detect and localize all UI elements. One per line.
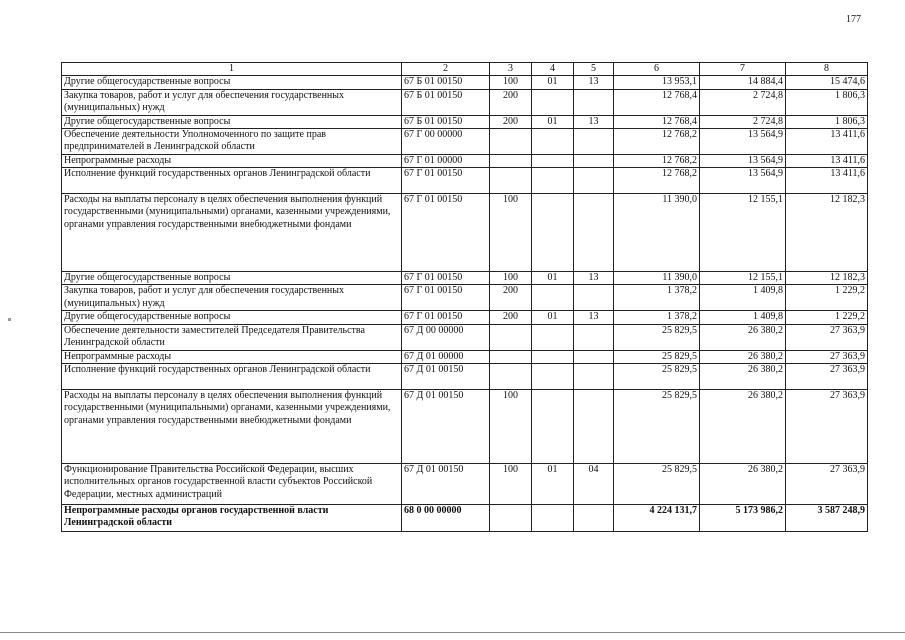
table-cell-c5 <box>574 194 614 272</box>
table-cell-c6: 13 953,1 <box>614 76 700 89</box>
budget-table <box>61 62 868 532</box>
table-cell-c3: 200 <box>490 285 532 311</box>
table-cell-c7: 2 724,8 <box>700 89 786 115</box>
table-cell-c8: 3 587 248,9 <box>786 505 868 532</box>
table-cell-c2: 67 Д 01 00150 <box>402 390 490 464</box>
table-cell-c7: 5 173 986,2 <box>700 505 786 532</box>
table-cell-c5: 13 <box>574 76 614 89</box>
table-cell-c6: 25 829,5 <box>614 324 700 350</box>
table-cell-c1: Исполнение функций государственных органов Ленинградской области <box>62 364 402 390</box>
table-header-row <box>62 63 868 76</box>
table-cell-c1: Исполнение функций государственных органов Ленинградской области <box>62 168 402 194</box>
table-row <box>62 505 868 532</box>
table-cell-c6: 25 829,5 <box>614 364 700 390</box>
table-cell-c3 <box>490 128 532 154</box>
table-cell-c4 <box>532 364 574 390</box>
table-cell-c1: Функционирование Правительства Российской Федерации, высших исполнительных органов государственной власти субъектов Российской Федерации, местных администраций <box>62 464 402 505</box>
table-cell-c3 <box>490 364 532 390</box>
table-cell-c2: 67 Г 01 00150 <box>402 272 490 285</box>
table-row <box>62 115 868 128</box>
table-row <box>62 89 868 115</box>
table-row <box>62 464 868 505</box>
table-cell-c5 <box>574 168 614 194</box>
table-cell-c2: 67 Д 01 00000 <box>402 350 490 363</box>
table-cell-c3: 200 <box>490 115 532 128</box>
table-cell-c4 <box>532 154 574 167</box>
header-cell: 1 <box>62 63 402 76</box>
header-cell: 8 <box>786 63 868 76</box>
table-cell-c3: 200 <box>490 89 532 115</box>
table-cell-c6: 12 768,2 <box>614 168 700 194</box>
table-cell-c7: 12 155,1 <box>700 194 786 272</box>
table-cell-c7: 13 564,9 <box>700 154 786 167</box>
table-cell-c4 <box>532 505 574 532</box>
table-cell-c6: 12 768,2 <box>614 154 700 167</box>
table-cell-c5 <box>574 128 614 154</box>
table-cell-c5 <box>574 285 614 311</box>
table-cell-c2: 68 0 00 00000 <box>402 505 490 532</box>
table-cell-c2: 67 Г 01 00150 <box>402 311 490 324</box>
table-cell-c7: 26 380,2 <box>700 350 786 363</box>
table-row <box>62 350 868 363</box>
table-cell-c4 <box>532 128 574 154</box>
table-cell-c4 <box>532 285 574 311</box>
table-cell-c1: Другие общегосударственные вопросы <box>62 115 402 128</box>
table-cell-c6: 12 768,4 <box>614 115 700 128</box>
table-cell-c5 <box>574 364 614 390</box>
header-cell: 4 <box>532 63 574 76</box>
table-cell-c5: 13 <box>574 115 614 128</box>
table-cell-c4 <box>532 168 574 194</box>
table-cell-c8: 27 363,9 <box>786 464 868 505</box>
table-row <box>62 194 868 272</box>
table-row <box>62 76 868 89</box>
table-cell-c6: 12 768,4 <box>614 89 700 115</box>
table-cell-c8: 1 806,3 <box>786 115 868 128</box>
page-number: 177 <box>846 14 861 25</box>
header-cell: 2 <box>402 63 490 76</box>
table-cell-c2: 67 Г 01 00000 <box>402 154 490 167</box>
table-cell-c6: 11 390,0 <box>614 194 700 272</box>
table-cell-c2: 67 Б 01 00150 <box>402 76 490 89</box>
table-cell-c8: 27 363,9 <box>786 390 868 464</box>
table-cell-c2: 67 Д 01 00150 <box>402 364 490 390</box>
table-cell-c8: 12 182,3 <box>786 272 868 285</box>
table-cell-c3 <box>490 505 532 532</box>
table-cell-c3: 100 <box>490 272 532 285</box>
table-cell-c8: 13 411,6 <box>786 154 868 167</box>
table-cell-c7: 14 884,4 <box>700 76 786 89</box>
table-cell-c4: 01 <box>532 464 574 505</box>
table-cell-c7: 26 380,2 <box>700 390 786 464</box>
table-cell-c8: 13 411,6 <box>786 168 868 194</box>
table-cell-c3: 100 <box>490 464 532 505</box>
table-cell-c6: 1 378,2 <box>614 285 700 311</box>
table-cell-c1: Другие общегосударственные вопросы <box>62 311 402 324</box>
table-row <box>62 311 868 324</box>
table-cell-c5 <box>574 350 614 363</box>
table-cell-c8: 27 363,9 <box>786 364 868 390</box>
header-cell: 5 <box>574 63 614 76</box>
table-cell-c1: Другие общегосударственные вопросы <box>62 76 402 89</box>
table-cell-c5: 04 <box>574 464 614 505</box>
table-cell-c2: 67 Б 01 00150 <box>402 89 490 115</box>
table-cell-c1: Закупка товаров, работ и услуг для обеспечения государственных (муниципальных) нужд <box>62 89 402 115</box>
table-cell-c1: Непрограммные расходы <box>62 154 402 167</box>
table-cell-c2: 67 Г 01 00150 <box>402 168 490 194</box>
table-cell-c2: 67 Г 01 00150 <box>402 194 490 272</box>
table-cell-c4 <box>532 89 574 115</box>
table-cell-c6: 12 768,2 <box>614 128 700 154</box>
table-cell-c5: 13 <box>574 311 614 324</box>
table-cell-c4 <box>532 324 574 350</box>
table-cell-c7: 2 724,8 <box>700 115 786 128</box>
table-row <box>62 168 868 194</box>
table-cell-c8: 27 363,9 <box>786 350 868 363</box>
table-cell-c8: 12 182,3 <box>786 194 868 272</box>
table-cell-c5 <box>574 505 614 532</box>
header-cell: 6 <box>614 63 700 76</box>
table-cell-c4: 01 <box>532 115 574 128</box>
table-cell-c5: 13 <box>574 272 614 285</box>
table-cell-c4: 01 <box>532 311 574 324</box>
table-cell-c8: 1 229,2 <box>786 311 868 324</box>
table-cell-c7: 26 380,2 <box>700 464 786 505</box>
page-bottom-edge <box>0 632 905 633</box>
table-cell-c8: 15 474,6 <box>786 76 868 89</box>
table-cell-c6: 25 829,5 <box>614 350 700 363</box>
table-cell-c1: Другие общегосударственные вопросы <box>62 272 402 285</box>
table-cell-c2: 67 Д 01 00150 <box>402 464 490 505</box>
table-cell-c2: 67 Г 01 00150 <box>402 285 490 311</box>
table-cell-c3 <box>490 350 532 363</box>
table-cell-c1: Непрограммные расходы <box>62 350 402 363</box>
table-cell-c7: 12 155,1 <box>700 272 786 285</box>
table-cell-c7: 1 409,8 <box>700 311 786 324</box>
table-cell-c4 <box>532 390 574 464</box>
table-cell-c1: Расходы на выплаты персоналу в целях обеспечения выполнения функций государственными (муниципальными) органами, казенными учреждениями, органами управления государственными внебюджетными фондами <box>62 390 402 464</box>
table-row <box>62 128 868 154</box>
table-cell-c1: Закупка товаров, работ и услуг для обеспечения государственных (муниципальных) нужд <box>62 285 402 311</box>
table-cell-c3: 200 <box>490 311 532 324</box>
table-row <box>62 364 868 390</box>
table-cell-c1: Обеспечение деятельности Уполномоченного по защите прав предпринимателей в Ленинградской области <box>62 128 402 154</box>
table-cell-c8: 27 363,9 <box>786 324 868 350</box>
table-row <box>62 154 868 167</box>
table-cell-c2: 67 Б 01 00150 <box>402 115 490 128</box>
table-cell-c4: 01 <box>532 76 574 89</box>
table-cell-c6: 4 224 131,7 <box>614 505 700 532</box>
table-cell-c4 <box>532 350 574 363</box>
table-cell-c7: 26 380,2 <box>700 364 786 390</box>
table-row <box>62 324 868 350</box>
table-cell-c2: 67 Д 00 00000 <box>402 324 490 350</box>
header-cell: 3 <box>490 63 532 76</box>
table-cell-c7: 13 564,9 <box>700 168 786 194</box>
table-cell-c1: Обеспечение деятельности заместителей Председателя Правительства Ленинградской области <box>62 324 402 350</box>
table-cell-c8: 1 806,3 <box>786 89 868 115</box>
table-cell-c1: Расходы на выплаты персоналу в целях обеспечения выполнения функций государственными (муниципальными) органами, казенными учреждениями, органами управления государственными внебюджетными фондами <box>62 194 402 272</box>
table-row <box>62 285 868 311</box>
table-cell-c6: 1 378,2 <box>614 311 700 324</box>
table-row <box>62 272 868 285</box>
table-cell-c5 <box>574 154 614 167</box>
table-cell-c3: 100 <box>490 76 532 89</box>
table-cell-c1: Непрограммные расходы органов государственной власти Ленинградской области <box>62 505 402 532</box>
header-cell: 7 <box>700 63 786 76</box>
table-cell-c3: 100 <box>490 390 532 464</box>
table-cell-c2: 67 Г 00 00000 <box>402 128 490 154</box>
table-row <box>62 390 868 464</box>
table-cell-c3 <box>490 168 532 194</box>
table-cell-c3 <box>490 154 532 167</box>
table-cell-c7: 13 564,9 <box>700 128 786 154</box>
table-cell-c5 <box>574 324 614 350</box>
table-cell-c8: 1 229,2 <box>786 285 868 311</box>
table-cell-c8: 13 411,6 <box>786 128 868 154</box>
table-cell-c7: 26 380,2 <box>700 324 786 350</box>
table-cell-c7: 1 409,8 <box>700 285 786 311</box>
table-cell-c4: 01 <box>532 272 574 285</box>
scan-artifact-dot <box>8 318 11 321</box>
table-cell-c3: 100 <box>490 194 532 272</box>
table-cell-c3 <box>490 324 532 350</box>
table-cell-c6: 25 829,5 <box>614 390 700 464</box>
table-cell-c6: 25 829,5 <box>614 464 700 505</box>
table-cell-c4 <box>532 194 574 272</box>
table-cell-c6: 11 390,0 <box>614 272 700 285</box>
table-body <box>62 76 868 532</box>
table-cell-c5 <box>574 89 614 115</box>
table-cell-c5 <box>574 390 614 464</box>
